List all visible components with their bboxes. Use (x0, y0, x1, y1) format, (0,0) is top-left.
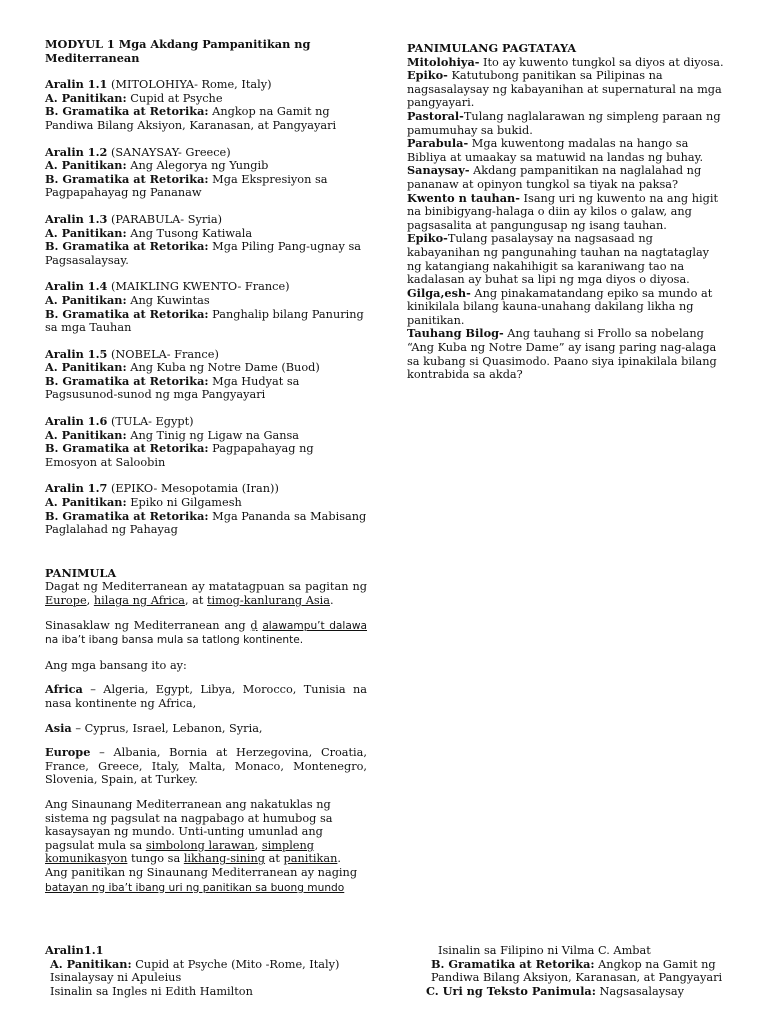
aralin-detail-filipino: Isinalin sa Filipino ni Vilma C. Ambat (438, 944, 651, 957)
term-text: Ang tauhang si Frollo sa nobelang “Ang Kuba ng Notre Dame” ay isang paring nag-alaga sa kubang si Quasimodo. Paano siya ipinakilala bilang kontrabida sa akda? (407, 327, 717, 382)
lesson-block (45, 146, 367, 200)
panitikan-label: A. Panitikan: (45, 495, 127, 510)
gramatika-label: B. Gramatika at Retorika: (45, 441, 209, 456)
lesson-block (45, 213, 367, 267)
lesson-label: Aralin 1.5 (45, 346, 108, 361)
africa-countries (45, 683, 367, 710)
term-definition (407, 137, 725, 164)
lesson-genre: (MAIKLING KWENTO- France) (111, 280, 290, 294)
aralin-detail-label: Aralin1.1 (45, 943, 104, 957)
panitikan-text: Ang Tinig ng Ligaw na Gansa (130, 428, 300, 442)
lesson-label: Aralin 1.3 (45, 211, 108, 226)
term-definition (407, 232, 725, 286)
ancient-sep: at (265, 852, 284, 866)
lesson-gramatika (45, 375, 367, 402)
term-label: Parabula- (407, 136, 469, 151)
lesson-label: Aralin 1.6 (45, 414, 108, 429)
ancient-text: Ang Sinaunang Mediterranean ang nakatuklas ng sistema ng pagsulat na nagpabago at humubog sa kasaysayan ng mundo. Unti-unting umunlad ang pagsulat mula sa (45, 797, 333, 852)
panitikan-text: Ang Kuba ng Notre Dame (Buod) (130, 361, 320, 375)
gramatika-label: B. Gramatika at Retorika: (431, 956, 595, 971)
europe-text: – Albania, Bornia at Herzegovina, Croatia, France, Greece, Italy, Malta, Monaco, Montenegro, Slovenia, Spain, at Turkey. (45, 746, 367, 787)
covers-paragraph (45, 619, 367, 648)
aralin-detail-english: Isinalin sa Ingles ni Edith Hamilton (50, 984, 253, 998)
term-label: Pastoral- (407, 108, 464, 123)
aralin-detail-panitikan (45, 958, 375, 972)
aralin-detail-narrator: Isinalaysay ni Apuleius (50, 971, 182, 985)
gramatika-text: Mga Hudyat sa Pagsusunod-sunod ng mga Pangyayari (45, 374, 300, 402)
link-batayan[interactable]: batayan ng iba’t ibang uri ng panitikan sa buong mundo (45, 881, 345, 894)
gramatika-text: Panghalip bilang Panuring sa mga Tauhan (45, 307, 364, 335)
ancient-sep: , (254, 838, 262, 852)
ancient-paragraph (45, 798, 367, 895)
term-label: Mitolohiya- (407, 54, 480, 69)
term-definition (407, 56, 725, 70)
lesson-title (45, 78, 367, 92)
gramatika-label: B. Gramatika at Retorika: (45, 171, 209, 186)
term-label: Epiko- (407, 68, 448, 83)
lesson-block (45, 415, 367, 469)
lesson-gramatika (45, 173, 367, 200)
gramatika-text: Angkop na Gamit ng Pandiwa Bilang Aksiyon, Karanasan, at Pangyayari (45, 105, 337, 132)
term-text: Ang pinakamatandang epiko sa mundo at kinikilala bilang kauna-unahang dakilang likha ng panitikan. (407, 286, 713, 327)
term-label: Epiko- (407, 231, 448, 246)
panitikan-text: Ang Tusong Katiwala (130, 226, 253, 240)
lesson-title (45, 348, 367, 362)
left-column (45, 38, 367, 895)
aralin-detail-gramatika (426, 958, 746, 985)
term-label: Sanaysay- (407, 163, 470, 178)
gramatika-text: Pagpapahayag ng Emosyon at Saloobin (45, 442, 314, 469)
lesson-panitikan (45, 159, 367, 173)
panitikan-text: Cupid at Psyche (Mito -Rome, Italy) (131, 957, 340, 971)
intro-sep: , at (184, 594, 208, 607)
gramatika-label: B. Gramatika at Retorika: (45, 373, 209, 388)
lesson-label: Aralin 1.2 (45, 144, 108, 159)
gramatika-label: B. Gramatika at Retorika: (45, 239, 209, 254)
panimula-heading: PANIMULA (45, 565, 117, 580)
link-likhang-sining[interactable]: likhang-sining (183, 852, 266, 866)
lesson-gramatika (45, 308, 367, 335)
term-label: Tauhang Bilog- (407, 326, 504, 341)
lesson-panitikan (45, 92, 367, 106)
panitikan-label: A. Panitikan: (45, 360, 127, 375)
lesson-gramatika (45, 105, 367, 132)
africa-label: Africa (45, 682, 83, 697)
term-text: Tulang pasalaysay na nagsasaad ng kabayanihan ng pangunahing tauhan na nagtataglay ng katangiang nakahihigit sa karaniwang tao na kadalasan ay buhat sa lipi ng mga diyos o diyosa. (407, 232, 710, 287)
link-north-africa[interactable]: hilaga ng Africa (93, 594, 185, 607)
panitikan-label: A. Panitikan: (45, 158, 127, 173)
covers-text: Sinasaklaw ng Mediterranean ang (45, 618, 251, 632)
asia-label: Asia (45, 720, 72, 735)
lesson-panitikan (45, 227, 367, 241)
lesson-genre: (NOBELA- France) (111, 347, 219, 361)
gramatika-text: Mga Piling Pang-ugnay sa Pagsasalaysay. (45, 240, 361, 267)
panitikan-text: Ang Alegorya ng Yungib (130, 159, 269, 173)
pagtataya-heading: PANIMULANG PAGTATAYA (407, 41, 577, 55)
panitikan-text: Cupid at Psyche (130, 91, 223, 105)
aralin-detail-right (426, 944, 746, 998)
lesson-gramatika (45, 442, 367, 469)
link-twenty-two[interactable]: alawampu’t dalawa (262, 619, 368, 632)
lesson-panitikan (45, 294, 367, 308)
term-list (407, 56, 725, 382)
gramatika-label: B. Gramatika at Retorika: (45, 104, 209, 119)
uri-label: C. Uri ng Teksto Panimula: (426, 983, 596, 998)
panitikan-text: Epiko ni Gilgamesh (130, 496, 242, 510)
term-label: Kwento n tauhan- (407, 190, 520, 205)
term-text: Tulang naglalarawan ng simpleng paraan ng pamumuhay sa bukid. (407, 109, 721, 137)
ancient-sep: tungo sa (127, 852, 184, 866)
link-panitikan[interactable]: panitikan (283, 852, 338, 866)
term-text: Katutubong panitikan sa Pilipinas na nagsasalaysay ng kabayanihan at supernatural na mga pangyayari. (407, 69, 722, 110)
lesson-title (45, 415, 367, 429)
lesson-genre: (EPIKO- Mesopotamia (Iran)) (111, 482, 279, 496)
lesson-genre: (SANAYSAY- Greece) (111, 145, 231, 159)
link-europe[interactable]: Europe (45, 594, 87, 607)
lesson-genre: (TULA- Egypt) (111, 415, 194, 429)
term-text: Ito ay kuwento tungkol sa diyos at diyosa. (479, 55, 724, 69)
lesson-title (45, 213, 367, 227)
gramatika-text: Mga Pananda sa Mabisang Paglalahad ng Pahayag (45, 509, 367, 537)
lesson-list (45, 78, 367, 537)
lesson-block (45, 482, 367, 536)
term-definition (407, 287, 725, 328)
lesson-label: Aralin 1.7 (45, 481, 108, 496)
term-definition (407, 164, 725, 191)
lesson-gramatika (45, 240, 367, 267)
lesson-panitikan (45, 429, 367, 443)
lesson-block (45, 348, 367, 402)
gramatika-label: B. Gramatika at Retorika: (45, 508, 209, 523)
lesson-panitikan (45, 496, 367, 510)
gramatika-text: Mga Ekspresiyon sa Pagpapahayag ng Pananaw (45, 172, 328, 200)
link-southwest-asia[interactable]: timog-kanlurang Asia (207, 594, 331, 607)
term-definition (407, 192, 725, 233)
aralin-detail-uri (426, 985, 746, 999)
intro-sep: , (86, 594, 94, 607)
panitikan-label: A. Panitikan: (50, 956, 132, 971)
countries-intro: Ang mga bansang ito ay: (45, 658, 187, 672)
term-label: Gilga,esh- (407, 285, 471, 300)
asia-countries (45, 722, 367, 736)
aralin-detail-left (45, 944, 375, 998)
intro-text: Dagat ng Mediterranean ay matatagpuan sa pagitan ng (45, 580, 367, 594)
gramatika-label: B. Gramatika at Retorika: (45, 306, 209, 321)
module-title: MODYUL 1 Mga Akdang Pampanitikan ng Mediterranean (45, 37, 311, 65)
europe-countries (45, 746, 367, 787)
lesson-genre: (PARABULA- Syria) (111, 212, 222, 226)
term-text: Akdang pampanitikan na naglalahad ng pananaw at opinyon tungkol sa tiyak na paksa? (407, 164, 702, 191)
lesson-block (45, 78, 367, 132)
term-definition (407, 110, 725, 137)
asia-text: – Cyprus, Israel, Lebanon, Syria, (71, 721, 263, 735)
gramatika-text: Angkop na Gamit ng Pandiwa Bilang Aksiyon, Karanasan, at Pangyayari (431, 957, 723, 985)
lesson-block (45, 280, 367, 334)
link-simpleng-komunikasyon[interactable]: simpleng komunikasyon (45, 838, 315, 866)
lesson-title (45, 146, 367, 160)
term-text: Mga kuwentong madalas na hango sa Bibliya at umaakay sa matuwid na landas ng buhay. (407, 137, 704, 164)
covers-text-2: na iba’t ibang bansa mula sa tatlong kontinente. (45, 634, 304, 647)
lesson-gramatika (45, 510, 367, 537)
panitikan-label: A. Panitikan: (45, 90, 127, 105)
lesson-label: Aralin 1.4 (45, 279, 108, 294)
africa-text: – Algeria, Egypt, Libya, Morocco, Tunisia na nasa kontinente ng Africa, (45, 683, 367, 710)
lesson-title (45, 280, 367, 294)
covers-mark: ḏ (250, 618, 258, 632)
uri-text: Nagsasalaysay (595, 984, 685, 998)
term-text: Isang uri ng kuwento na ang higit na binibigyang-halaga o diin ay kilos o galaw, ang pagsasalita at pangungusap ng isang tauhan. (407, 191, 719, 232)
ancient-text-2: . Ang panitikan ng Sinaunang Mediterranean ay naging (45, 852, 358, 879)
europe-label: Europe (45, 745, 91, 760)
lesson-genre: (MITOLOHIYA- Rome, Italy) (111, 78, 272, 92)
panitikan-label: A. Panitikan: (45, 427, 127, 442)
panitikan-text: Ang Kuwintas (130, 293, 210, 307)
term-definition (407, 327, 725, 381)
intro-end: . (330, 594, 334, 607)
right-column (407, 42, 725, 382)
panitikan-label: A. Panitikan: (45, 292, 127, 307)
panimula-intro (45, 580, 367, 607)
lesson-label: Aralin 1.1 (45, 77, 108, 92)
panitikan-label: A. Panitikan: (45, 225, 127, 240)
lesson-title (45, 482, 367, 496)
term-definition (407, 69, 725, 110)
link-simbolong-larawan[interactable]: simbolong larawan (145, 838, 255, 852)
lesson-panitikan (45, 361, 367, 375)
